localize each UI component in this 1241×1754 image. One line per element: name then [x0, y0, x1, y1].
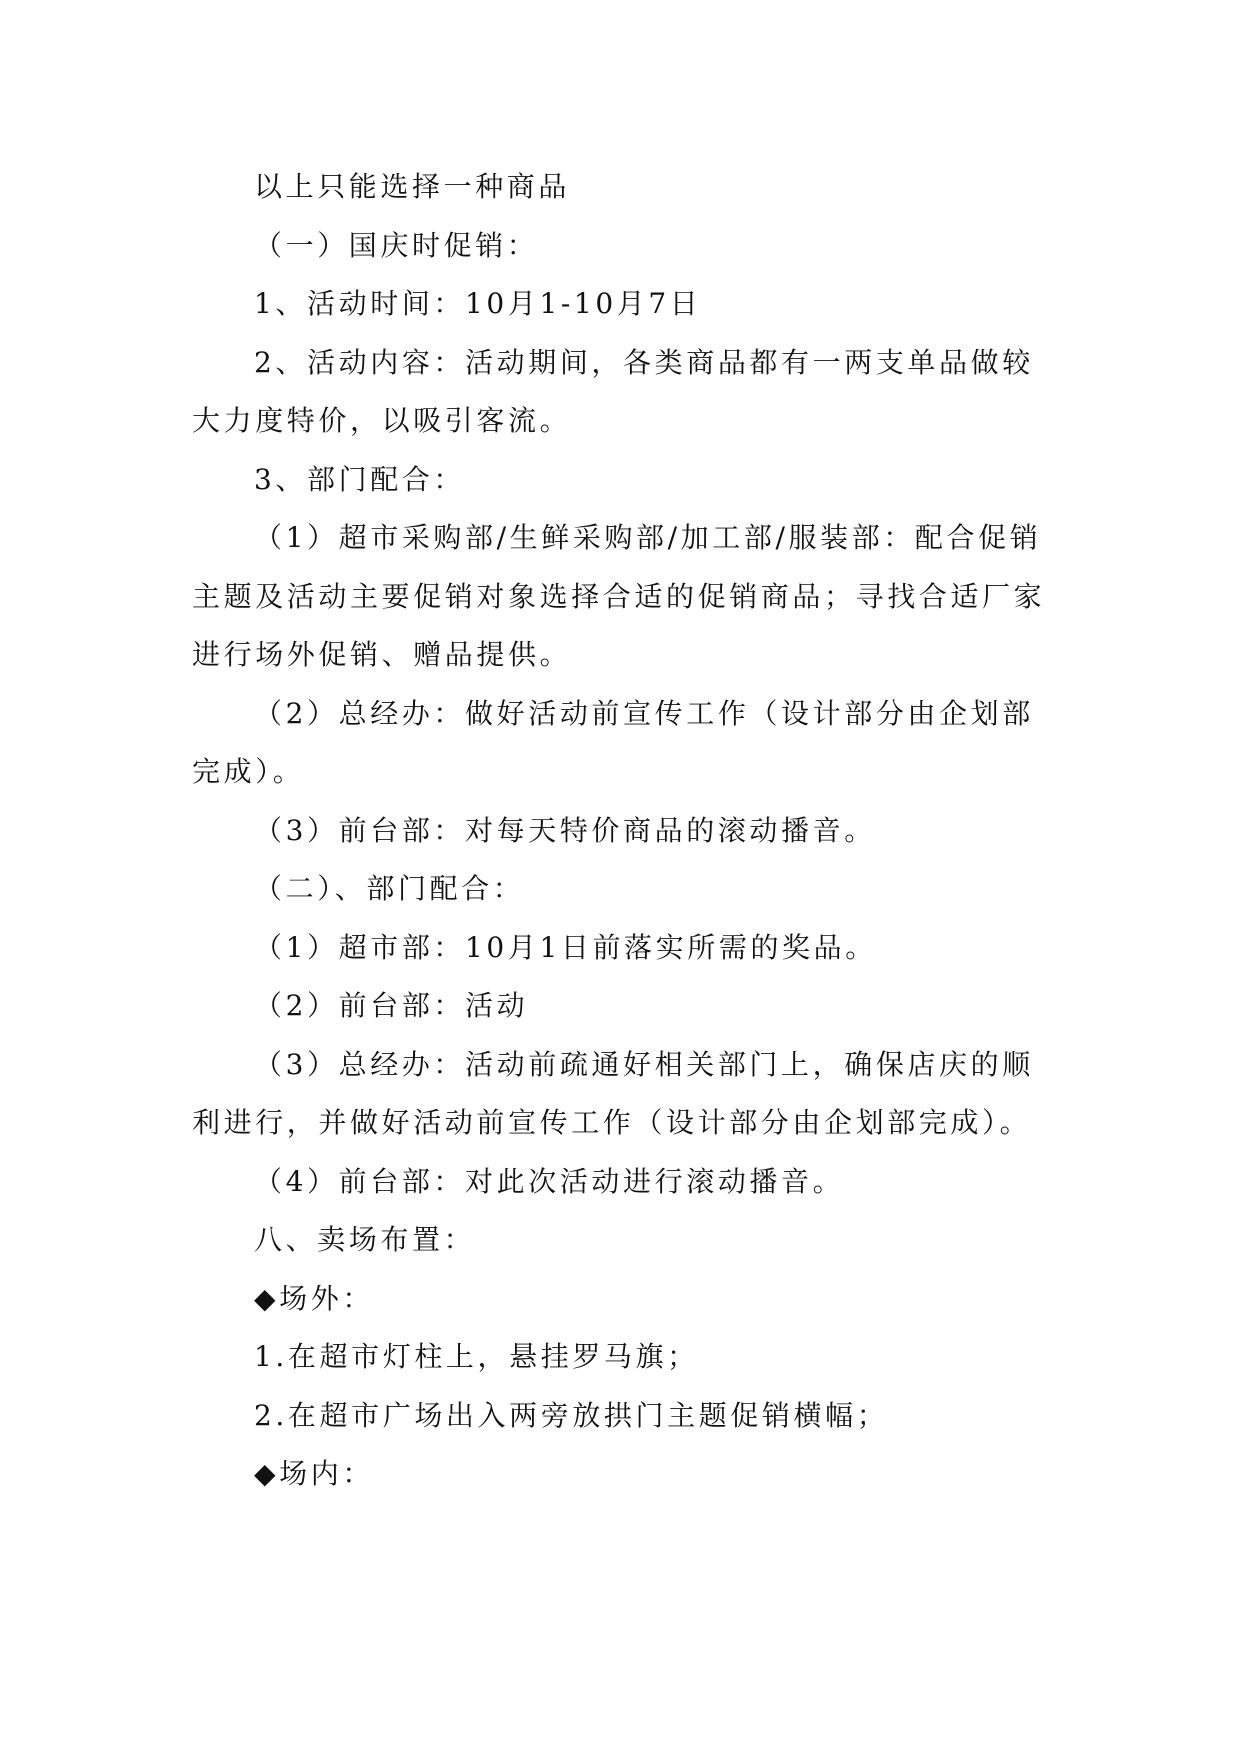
- paragraph-general-office-preparation: （3）总经办：活动前疏通好相关部门上，确保店庆的顺利进行，并做好活动前宣传工作（设计部分由企划部完成）。: [192, 1047, 1034, 1139]
- paragraph-activity-time: 1、活动时间：10月1-10月7日: [254, 287, 702, 320]
- paragraph-roman-flags: 1.在超市灯柱上，悬挂罗马旗；: [254, 1340, 699, 1373]
- paragraph-supermarket-prizes: （1）超市部：10月1日前落实所需的奖品。: [254, 930, 877, 964]
- paragraph-indoor-section: ◆场内：: [254, 1457, 374, 1490]
- paragraph-front-desk-activity: （2）前台部：活动: [254, 989, 529, 1022]
- paragraph-arch-banners: 2.在超市广场出入两旁放拱门主题促销横幅；: [254, 1398, 889, 1432]
- paragraph-national-day-promotion: （一）国庆时促销：: [254, 228, 539, 262]
- paragraph-front-desk-rolling-broadcast: （4）前台部：对此次活动进行滚动播音。: [254, 1164, 845, 1198]
- paragraph-front-desk-broadcast: （3）前台部：对每天特价商品的滚动播音。: [254, 813, 876, 847]
- paragraph-outdoor-section: ◆场外：: [254, 1281, 374, 1315]
- paragraph-purchasing-departments: （1）超市采购部/生鲜采购部/加工部/服装部：配合促销主题及活动主要促销对象选择合适的促销商品；寻找合适厂家进行场外促销、赠品提供。: [192, 521, 1046, 671]
- paragraph-activity-content: 2、活动内容：活动期间，各类商品都有一两支单品做较大力度特价，以吸引客流。: [192, 345, 1034, 437]
- paragraph-second-department-coordination: （二）、部门配合：: [254, 872, 525, 905]
- paragraph-store-layout: 八、卖场布置：: [254, 1223, 476, 1256]
- paragraph-general-office: （2）总经办：做好活动前宣传工作（设计部分由企划部完成）。: [192, 696, 1034, 788]
- paragraph-department-coordination: 3、部门配合：: [254, 462, 466, 496]
- paragraph-only-one-product: 以上只能选择一种商品: [254, 170, 571, 203]
- document-body: [192, 158, 1054, 1504]
